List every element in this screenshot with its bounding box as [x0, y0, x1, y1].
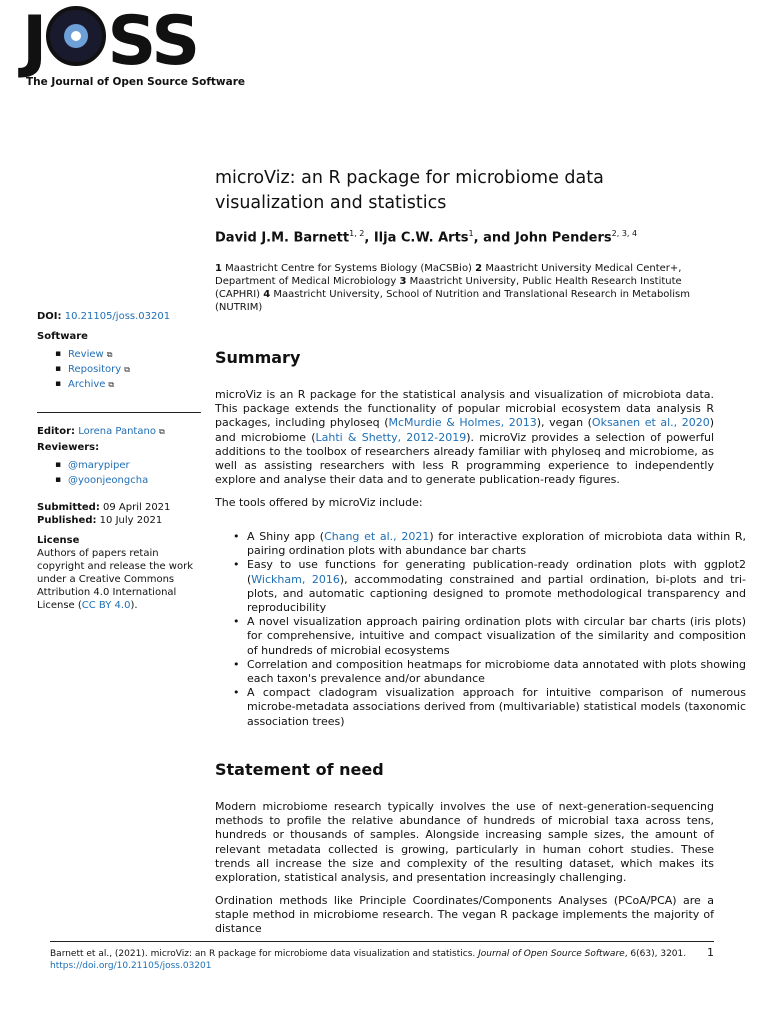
list-item: • Easy to use functions for generating publication-ready ordination plots with ggplot2 (Wickham, 2016), accommodating constrained and partial ordination, bi-plots and tri-plots, and automatic captioning designed to promote methodological transparency and reproducibility	[247, 558, 746, 615]
editor-block	[37, 425, 205, 438]
reviewers-label: Reviewers:	[37, 442, 100, 453]
reviewers-list	[37, 459, 205, 487]
submitted-date: 09 April 2021	[103, 502, 171, 513]
journal-name: Journal of Open Source Software	[478, 949, 625, 959]
author-name: Ilja C.W. Arts	[373, 230, 469, 246]
footer-divider	[50, 941, 714, 942]
editor-link[interactable]: Lorena Pantano	[78, 426, 156, 437]
editor-label: Editor:	[37, 426, 75, 437]
license-link[interactable]: CC BY 4.0	[81, 600, 131, 611]
external-link-icon: ⧉	[124, 365, 130, 374]
software-block	[37, 330, 205, 393]
paper-title: microViz: an R package for microbiome data visualization and statistics	[215, 168, 604, 213]
software-link-review[interactable]: ▪ Review ⧉	[68, 348, 205, 361]
galaxy-logo-icon	[46, 6, 106, 66]
author-name: David J.M. Barnett	[215, 230, 350, 246]
external-link-icon: ⧉	[158, 427, 165, 436]
doi-block	[37, 310, 205, 323]
list-item: • A Shiny app (Chang et al., 2021) for interactive exploration of microbiota data within R, pairing ordination plots with abundance bar charts	[247, 530, 746, 558]
affiliations: 1 Maastricht Centre for Systems Biology (MaCSBio) 2 Maastricht University Medical Center+, Department of Medical Microbiology 3 Maastricht University, Public Health Research Institute (CAPHRI) 4 Maastricht University, School of Nutrition and Translational Research in Metabolism (NUTRIM)	[215, 263, 690, 313]
software-links	[37, 348, 205, 391]
published-label: Published:	[37, 515, 97, 526]
author-list: David J.M. Barnett$^{1, 2}$, Ilja C.W. Arts$^1$, and John Penders$^{2, 3, 4}$	[215, 229, 638, 246]
reviewers-block	[37, 441, 205, 489]
need-paragraph-1: Modern microbiome research typically involves the use of next-generation-sequencing methods to profile the relative abundance of hundreds of microbial taxa across tens, hundreds or thousands of samples. Alongside increasing sample sizes, the amount of relevant metadata collected is growing, particularly in human cohort studies. These trends all increase the size and complexity of the resulting dataset, which makes its exploration, statistical analysis, and presentation increasingly challenging.	[215, 800, 714, 885]
summary-paragraph: microViz is an R package for the statistical analysis and visualization of microbiota data. This package extends the functionality of popular microbial ecosystem data analysis R packages, including phyloseq (McMurdie & Holmes, 2013), vegan (Oksanen et al., 2020) and microbiome (Lahti & Shetty, 2012-2019). microViz provides a selection of powerful additions to the toolbox of researchers already familiar with phyloseq and microbiome, as well as assisting researchers with less R programming experience to independently explore and analyse their data and to generate publication-ready figures.	[215, 388, 715, 487]
need-paragraph-2: Ordination methods like Principle Coordinates/Components Analyses (PCoA/PCA) are a staple method in microbiome research. The vegan R package implements the majority of distance	[215, 894, 714, 936]
list-item: • Correlation and composition heatmaps for microbiome data annotated with plots showing each taxon's prevalence and/or abundance	[247, 658, 746, 686]
citation-link[interactable]: Oksanen et al., 2020	[591, 416, 710, 430]
software-link-repository[interactable]: ▪ Repository ⧉	[68, 363, 205, 376]
tools-intro: The tools offered by microViz include:	[215, 496, 423, 509]
sidebar-divider	[37, 412, 201, 413]
external-link-icon: ⧉	[108, 380, 115, 389]
dates-block	[37, 501, 205, 527]
logo-tagline: The Journal of Open Source Software	[26, 76, 246, 88]
software-link-archive[interactable]: ▪ Archive ⧉	[68, 378, 205, 391]
reviewer-link[interactable]: ▪ @marypiper	[68, 459, 205, 472]
citation-link[interactable]: McMurdie & Holmes, 2013	[388, 416, 537, 430]
submitted-label: Submitted:	[37, 502, 100, 513]
list-item: • A compact cladogram visualization approach for intuitive comparison of numerous microbe-metadata associations derived from (multivariable) statistical models (taxonomic association trees)	[247, 686, 746, 729]
license-block: License Authors of papers retain copyright and release the work under a Creative Commons Attribution 4.0 International License (CC BY 4.0).	[37, 535, 193, 611]
citation-link[interactable]: Lahti & Shetty, 2012-2019	[315, 430, 467, 444]
journal-logo	[22, 2, 199, 81]
footer-doi-link[interactable]: https://doi.org/10.21105/joss.03201	[50, 961, 212, 971]
footer-citation: Barnett et al., (2021). microViz: an R package for microbiome data visualization and statistics. Journal of Open Source Software, 6(63), 3201. https://doi.org/10.21105/joss.03201	[50, 949, 687, 971]
license-text: Authors of papers retain copyright and release the work under a Creative Commons Attribution 4.0 International License (	[37, 548, 193, 611]
external-link-icon: ⧉	[106, 350, 113, 359]
published-date: 10 July 2021	[99, 515, 163, 526]
citation-link[interactable]: Chang et al., 2021	[324, 530, 430, 543]
author-name: John Penders	[514, 230, 612, 246]
doi-label: DOI:	[37, 311, 62, 322]
statement-heading: Statement of need	[215, 760, 384, 779]
citation-link[interactable]: Wickham, 2016	[251, 572, 340, 586]
summary-heading: Summary	[215, 348, 301, 367]
doi-link[interactable]: 10.21105/joss.03201	[64, 311, 171, 322]
page-number: 1	[707, 946, 714, 959]
logo-wordmark: J SS	[22, 2, 199, 81]
list-item: • A novel visualization approach pairing ordination plots with circular bar charts (iris plots) for comprehensive, intuitive and compact visualization of the similarity and composition of hundreds of microbial ecosystems	[247, 615, 746, 658]
license-label: License	[37, 535, 80, 546]
software-label: Software	[37, 331, 88, 342]
tools-list	[215, 530, 746, 729]
reviewer-link[interactable]: ▪ @yoonjeongcha	[68, 474, 205, 487]
